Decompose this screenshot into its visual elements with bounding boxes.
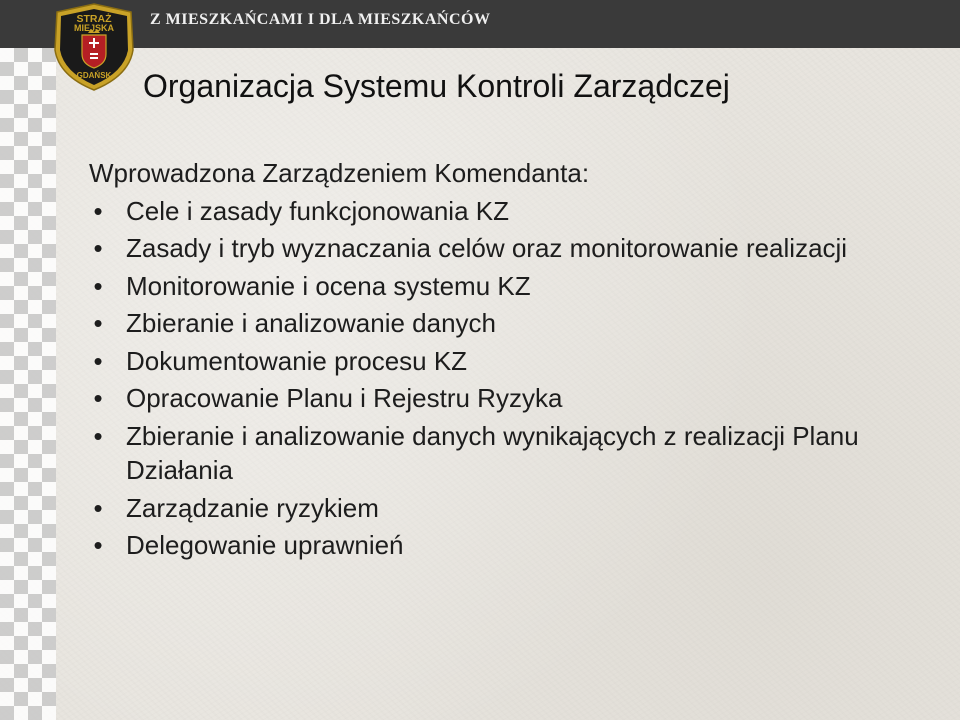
bullet-item [89,306,909,341]
bullet-text: Opracowanie Planu i Rejestru Ryzyka [126,383,563,413]
badge-text-line2: MIEJSKA [73,23,115,33]
slide-body [89,156,909,566]
bullet-text: Zbieranie i analizowanie danych [126,308,497,338]
bullet-item [89,194,909,229]
bullet-dot: • [93,308,103,338]
bullet-item [89,231,909,266]
straz-miejska-badge-icon [49,2,139,92]
bullet-dot: • [93,195,103,226]
bullet-dot: • [93,530,103,560]
bullet-dot: • [93,233,103,263]
bullet-dot: • [93,492,103,523]
bullet-dot: • [93,270,103,301]
badge-text-line3: GDAŃSK [76,71,112,80]
header-tagline: Z MIESZKAŃCAMI I DLA MIESZKAŃCÓW [150,11,491,28]
city-coat-of-arms-icon [82,29,106,68]
bullet-text: Zarządzanie ryzykiem [126,492,379,523]
checkered-stripe [0,48,56,720]
bullet-text: Monitorowanie i ocena systemu KZ [126,270,531,301]
bullet-item [89,491,909,526]
bullet-item [89,344,909,379]
bullet-dot: • [93,420,103,451]
bullet-item [89,528,909,563]
bullet-dot: • [93,345,103,376]
bullet-text: Cele i zasady funkcjonowania KZ [126,195,509,226]
bullet-item [89,419,909,488]
lead-text: Wprowadzona Zarządzeniem Komendanta: [89,158,590,188]
slide-title: Organizacja Systemu Kontroli Zarządczej [143,68,730,104]
bullet-dot: • [93,383,103,413]
bullet-item [89,381,909,416]
bullet-text: Dokumentowanie procesu KZ [126,345,468,376]
badge-text-line1: STRAŻ [76,13,112,25]
bullet-text: Delegowanie uprawnień [126,530,404,560]
bullet-item [89,269,909,304]
bullet-text: Zbieranie i analizowanie danych wynikających z realizacji Planu Działania [126,420,859,485]
bullet-text: Zasady i tryb wyznaczania celów oraz monitorowanie realizacji [126,233,848,263]
bullet-list [89,194,909,563]
header-bar [0,0,960,48]
